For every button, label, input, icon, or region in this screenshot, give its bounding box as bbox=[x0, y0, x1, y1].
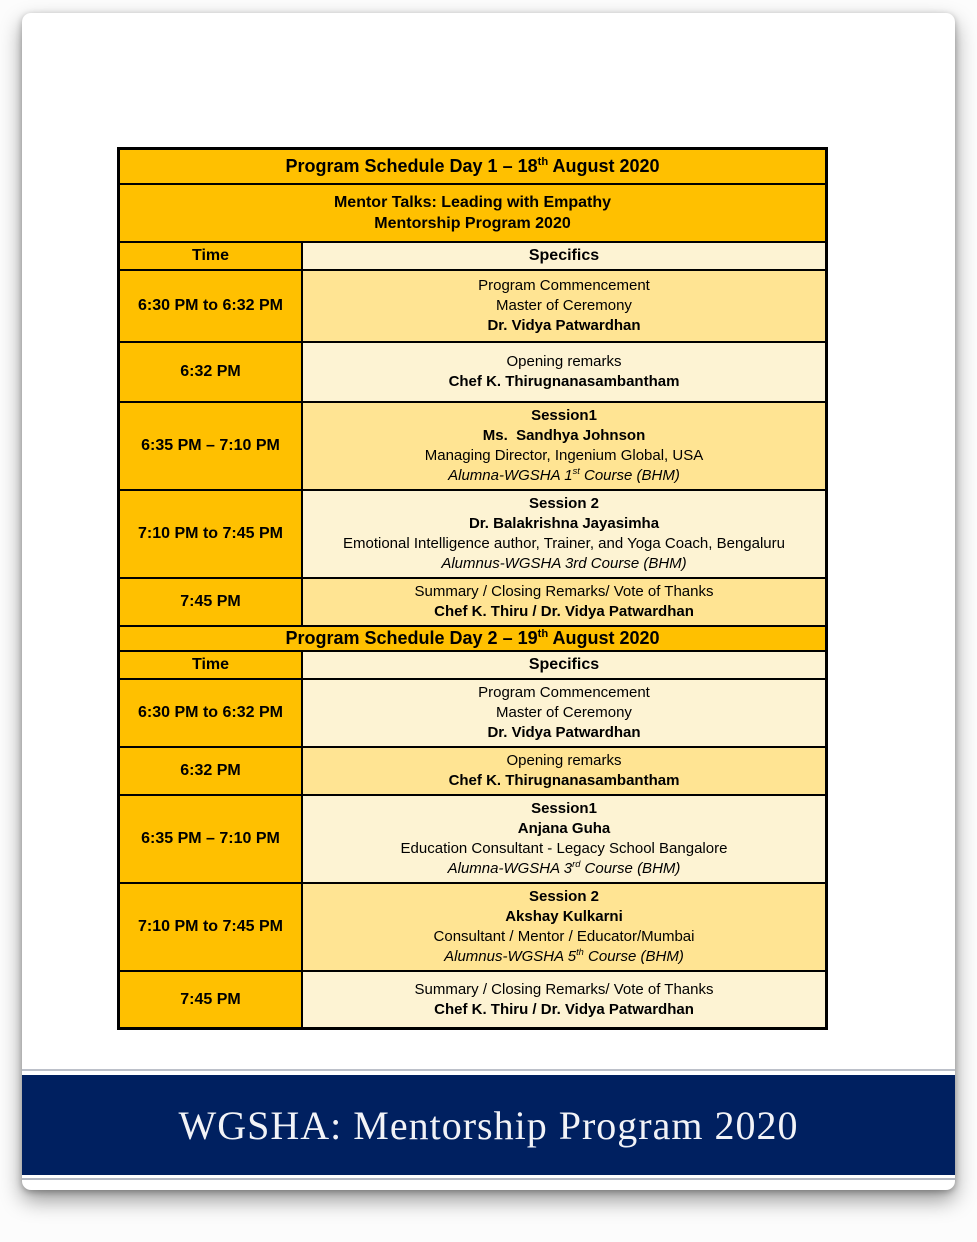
specifics-line: Program Commencement bbox=[478, 277, 650, 294]
speaker-name: Chef K. Thiru / Dr. Vidya Patwardhan bbox=[434, 603, 694, 620]
speaker-role: Emotional Intelligence author, Trainer, and Yoga Coach, Bengaluru bbox=[343, 535, 785, 552]
schedule-row bbox=[120, 403, 825, 491]
schedule-row bbox=[120, 680, 825, 748]
event-subtitle-line2: Mentorship Program 2020 bbox=[374, 215, 571, 232]
day1-time-header: Time bbox=[120, 243, 303, 269]
speaker-role: Consultant / Mentor / Educator/Mumbai bbox=[433, 928, 695, 945]
speaker-name: Anjana Guha bbox=[517, 820, 611, 837]
speaker-name: Akshay Kulkarni bbox=[505, 908, 623, 925]
footer-banner bbox=[22, 1075, 955, 1175]
alumni-note: Alumna-WGSHA 3rd Course (BHM) bbox=[447, 859, 681, 877]
schedule-row bbox=[120, 884, 825, 972]
event-subtitle-line1: Mentor Talks: Leading with Empathy bbox=[333, 194, 612, 211]
time-cell: 7:45 PM bbox=[120, 972, 303, 1027]
schedule-row bbox=[120, 271, 825, 343]
ordinal-superscript: rd bbox=[572, 859, 581, 869]
schedule-row bbox=[120, 491, 825, 579]
day2-title bbox=[120, 627, 825, 650]
time-cell: 6:30 PM to 6:32 PM bbox=[120, 271, 303, 341]
time-cell: 6:35 PM – 7:10 PM bbox=[120, 403, 303, 489]
footer-banner-text: WGSHA: Mentorship Program 2020 bbox=[178, 1102, 799, 1148]
ordinal-superscript: st bbox=[572, 466, 580, 476]
speaker-name: Dr. Vidya Patwardhan bbox=[487, 724, 641, 741]
time-cell: 7:10 PM to 7:45 PM bbox=[120, 884, 303, 970]
specifics-line: Summary / Closing Remarks/ Vote of Thanks bbox=[414, 583, 714, 600]
schedule-row bbox=[120, 972, 825, 1027]
session-label: Session1 bbox=[531, 800, 597, 817]
specifics-cell bbox=[303, 491, 825, 577]
document-page bbox=[22, 13, 955, 1190]
specifics-cell bbox=[303, 748, 825, 794]
day1-specifics-header: Specifics bbox=[303, 243, 825, 269]
specifics-line: Master of Ceremony bbox=[496, 704, 632, 721]
day1-column-header-row bbox=[120, 243, 825, 271]
speaker-role: Education Consultant - Legacy School Bangalore bbox=[400, 840, 728, 857]
specifics-line: Opening remarks bbox=[506, 353, 622, 370]
specifics-cell bbox=[303, 680, 825, 746]
day2-title-superscript: th bbox=[537, 628, 549, 640]
specifics-cell bbox=[303, 343, 825, 401]
session-label: Session1 bbox=[531, 407, 597, 424]
speaker-name: Chef K. Thirugnanasambantham bbox=[448, 373, 680, 390]
day2-specifics-header: Specifics bbox=[303, 652, 825, 678]
schedule-row bbox=[120, 343, 825, 403]
day1-title bbox=[120, 150, 825, 183]
speaker-name: Dr. Vidya Patwardhan bbox=[487, 317, 641, 334]
program-schedule-table bbox=[117, 147, 828, 1030]
day1-title-superscript: th bbox=[537, 156, 549, 168]
day2-title-text: Program Schedule Day 2 – 19th August 2020 bbox=[285, 628, 660, 648]
specifics-cell bbox=[303, 579, 825, 625]
specifics-line: Summary / Closing Remarks/ Vote of Thanks bbox=[414, 980, 714, 998]
specifics-cell bbox=[303, 403, 825, 489]
ordinal-superscript: th bbox=[576, 947, 584, 957]
event-subtitle-row bbox=[120, 185, 825, 243]
day2-column-header-row bbox=[120, 652, 825, 680]
specifics-line: Master of Ceremony bbox=[496, 297, 632, 314]
event-subtitle bbox=[120, 185, 825, 241]
session-label: Session 2 bbox=[528, 495, 600, 512]
specifics-cell bbox=[303, 884, 825, 970]
day2-title-row bbox=[120, 627, 825, 652]
specifics-line: Program Commencement bbox=[478, 684, 650, 701]
specifics-cell bbox=[303, 972, 825, 1027]
specifics-line: Opening remarks bbox=[506, 752, 622, 769]
session-label: Session 2 bbox=[528, 888, 600, 905]
time-cell: 6:32 PM bbox=[120, 343, 303, 401]
schedule-row bbox=[120, 748, 825, 796]
specifics-cell bbox=[303, 796, 825, 882]
day1-title-text: Program Schedule Day 1 – 18th August 2020 bbox=[285, 156, 660, 176]
time-cell: 7:45 PM bbox=[120, 579, 303, 625]
speaker-name: Ms. Sandhya Johnson bbox=[482, 427, 646, 444]
day1-title-row bbox=[120, 150, 825, 185]
day2-time-header: Time bbox=[120, 652, 303, 678]
speaker-role: Managing Director, Ingenium Global, USA bbox=[424, 447, 704, 464]
time-cell: 6:35 PM – 7:10 PM bbox=[120, 796, 303, 882]
alumni-note: Alumnus-WGSHA 5th Course (BHM) bbox=[444, 947, 684, 965]
speaker-name: Chef K. Thiru / Dr. Vidya Patwardhan bbox=[434, 1000, 694, 1018]
speaker-name: Dr. Balakrishna Jayasimha bbox=[468, 515, 660, 532]
alumni-note: Alumna-WGSHA 1st Course (BHM) bbox=[448, 466, 680, 484]
alumni-note: Alumnus-WGSHA 3rd Course (BHM) bbox=[441, 555, 687, 572]
time-cell: 6:30 PM to 6:32 PM bbox=[120, 680, 303, 746]
speaker-name: Chef K. Thirugnanasambantham bbox=[448, 772, 680, 789]
time-cell: 6:32 PM bbox=[120, 748, 303, 794]
footer-banner-wrap bbox=[22, 1069, 955, 1180]
schedule-row bbox=[120, 579, 825, 627]
time-cell: 7:10 PM to 7:45 PM bbox=[120, 491, 303, 577]
schedule-row bbox=[120, 796, 825, 884]
specifics-cell bbox=[303, 271, 825, 341]
